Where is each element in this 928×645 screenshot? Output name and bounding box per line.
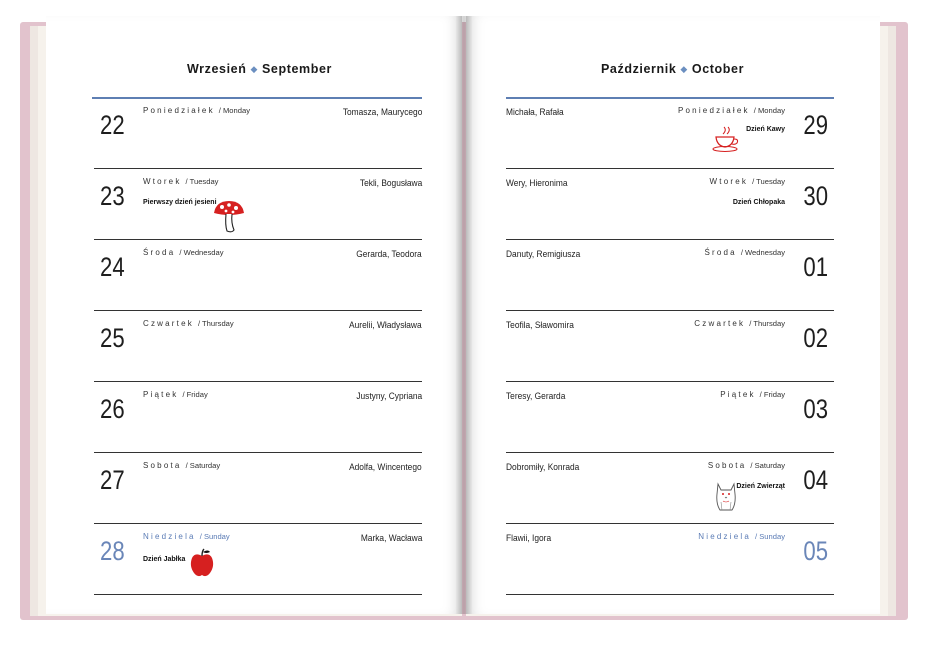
day-name: [143, 319, 234, 328]
name-day-names: Flawii, Igora: [506, 533, 552, 543]
day-number: 30: [803, 181, 828, 211]
row-divider: [94, 594, 422, 595]
day-name-pl: Czwartek: [694, 319, 746, 328]
day-name: [720, 390, 785, 399]
diamond-icon: ◆: [250, 64, 258, 74]
month-title-right: [601, 62, 744, 76]
day-name: [678, 106, 785, 115]
special-day-label: Pierwszy dzień jesieni: [143, 199, 217, 206]
month-name-en: September: [261, 62, 332, 76]
name-day-names: Michała, Rafała: [506, 107, 564, 117]
day-row: [94, 453, 422, 524]
name-day-names: Dobromiły, Konrada: [506, 462, 580, 472]
day-name-pl: Niedziela: [698, 532, 752, 541]
name-day-names: Marka, Wacława: [360, 533, 422, 543]
book-spine: [456, 16, 472, 614]
day-name-en: / Thursday: [749, 319, 785, 328]
day-row: [94, 98, 422, 169]
day-name-en: / Wednesday: [740, 248, 785, 257]
day-row: [94, 382, 422, 453]
day-name: [708, 461, 785, 470]
day-name-pl: Piątek: [143, 390, 179, 399]
day-name: [143, 106, 250, 115]
month-name-pl: Październik: [601, 62, 677, 76]
day-number: 03: [803, 394, 828, 424]
name-day-names: Justyny, Cypriana: [356, 391, 422, 401]
day-name-en: / Friday: [759, 390, 785, 399]
name-day-names: Danuty, Remigiusza: [506, 249, 581, 259]
day-row: [94, 240, 422, 311]
day-number: 23: [100, 181, 125, 211]
day-name: [710, 177, 785, 186]
month-title-left: [187, 62, 332, 76]
day-number: 04: [803, 465, 828, 495]
day-name: [143, 177, 218, 186]
special-day-label: Dzień Zwierząt: [736, 483, 785, 490]
day-name-en: / Monday: [218, 106, 251, 115]
day-number: 02: [803, 323, 828, 353]
day-row: [506, 382, 834, 453]
day-number: 26: [100, 394, 125, 424]
day-number: 05: [803, 536, 828, 566]
mushroom-icon: [212, 199, 246, 235]
day-name-pl: Czwartek: [143, 319, 194, 328]
day-name-pl: Sobota: [143, 461, 182, 470]
apple-icon: [189, 548, 215, 578]
day-name: [698, 532, 785, 541]
day-name-pl: Niedziela: [143, 532, 196, 541]
special-day-label: Dzień Kawy: [746, 126, 785, 133]
diamond-icon: ◆: [680, 64, 688, 74]
day-number: 25: [100, 323, 125, 353]
day-name-pl: Poniedziałek: [677, 106, 750, 115]
day-row: [506, 311, 834, 382]
day-number: 27: [100, 465, 125, 495]
day-number: 22: [100, 110, 125, 140]
day-name: [704, 248, 785, 257]
name-day-names: Gerarda, Teodora: [356, 249, 422, 259]
special-day-label: Dzień Chłopaka: [732, 199, 785, 206]
day-row: [506, 453, 834, 524]
day-number: 24: [100, 252, 125, 282]
day-name-en: / Thursday: [197, 319, 234, 328]
day-row: [94, 311, 422, 382]
name-day-names: Tomasza, Maurycego: [342, 107, 422, 117]
name-day-names: Teresy, Gerarda: [506, 391, 566, 401]
month-name-en: October: [691, 62, 745, 76]
day-name-en: / Wednesday: [179, 248, 224, 257]
day-name: [143, 461, 220, 470]
day-name: [143, 390, 208, 399]
day-name-en: / Sunday: [199, 532, 230, 541]
day-row: [94, 169, 422, 240]
day-name-en: / Saturday: [185, 461, 221, 470]
row-divider: [506, 594, 834, 595]
day-row: [506, 98, 834, 169]
day-name-pl: Wtorek: [143, 177, 182, 186]
day-row: [506, 524, 834, 595]
day-name-pl: Piątek: [720, 390, 756, 399]
name-day-names: Adolfa, Wincentego: [349, 462, 422, 472]
day-name: [143, 248, 224, 257]
day-name-en: / Saturday: [750, 461, 785, 470]
coffee-cup-icon: [711, 124, 741, 154]
day-name-pl: Wtorek: [709, 177, 749, 186]
name-day-names: Teofila, Sławomira: [506, 320, 574, 330]
day-name-pl: Środa: [704, 248, 737, 257]
name-day-names: Aurelii, Władysława: [349, 320, 422, 330]
day-row: [506, 169, 834, 240]
month-name-pl: Wrzesień: [187, 62, 247, 76]
day-name-en: / Friday: [182, 390, 208, 399]
day-row: [506, 240, 834, 311]
cat-icon: [713, 480, 739, 514]
day-name: [694, 319, 785, 328]
day-name-pl: Poniedziałek: [143, 106, 215, 115]
day-row: [94, 524, 422, 595]
day-number: 01: [803, 252, 828, 282]
name-day-names: Tekli, Bogusława: [359, 178, 422, 188]
day-name-en: / Tuesday: [752, 177, 785, 186]
special-day-label: Dzień Jabłka: [143, 556, 186, 563]
day-name-pl: Sobota: [707, 461, 747, 470]
name-day-names: Wery, Hieronima: [506, 178, 568, 188]
day-name-en: / Tuesday: [185, 177, 219, 186]
day-number: 29: [803, 110, 828, 140]
day-name-pl: Środa: [143, 248, 176, 257]
day-number: 28: [100, 536, 125, 566]
day-name-en: / Sunday: [755, 532, 785, 541]
day-name-en: / Monday: [753, 106, 785, 115]
day-name: [143, 532, 230, 541]
